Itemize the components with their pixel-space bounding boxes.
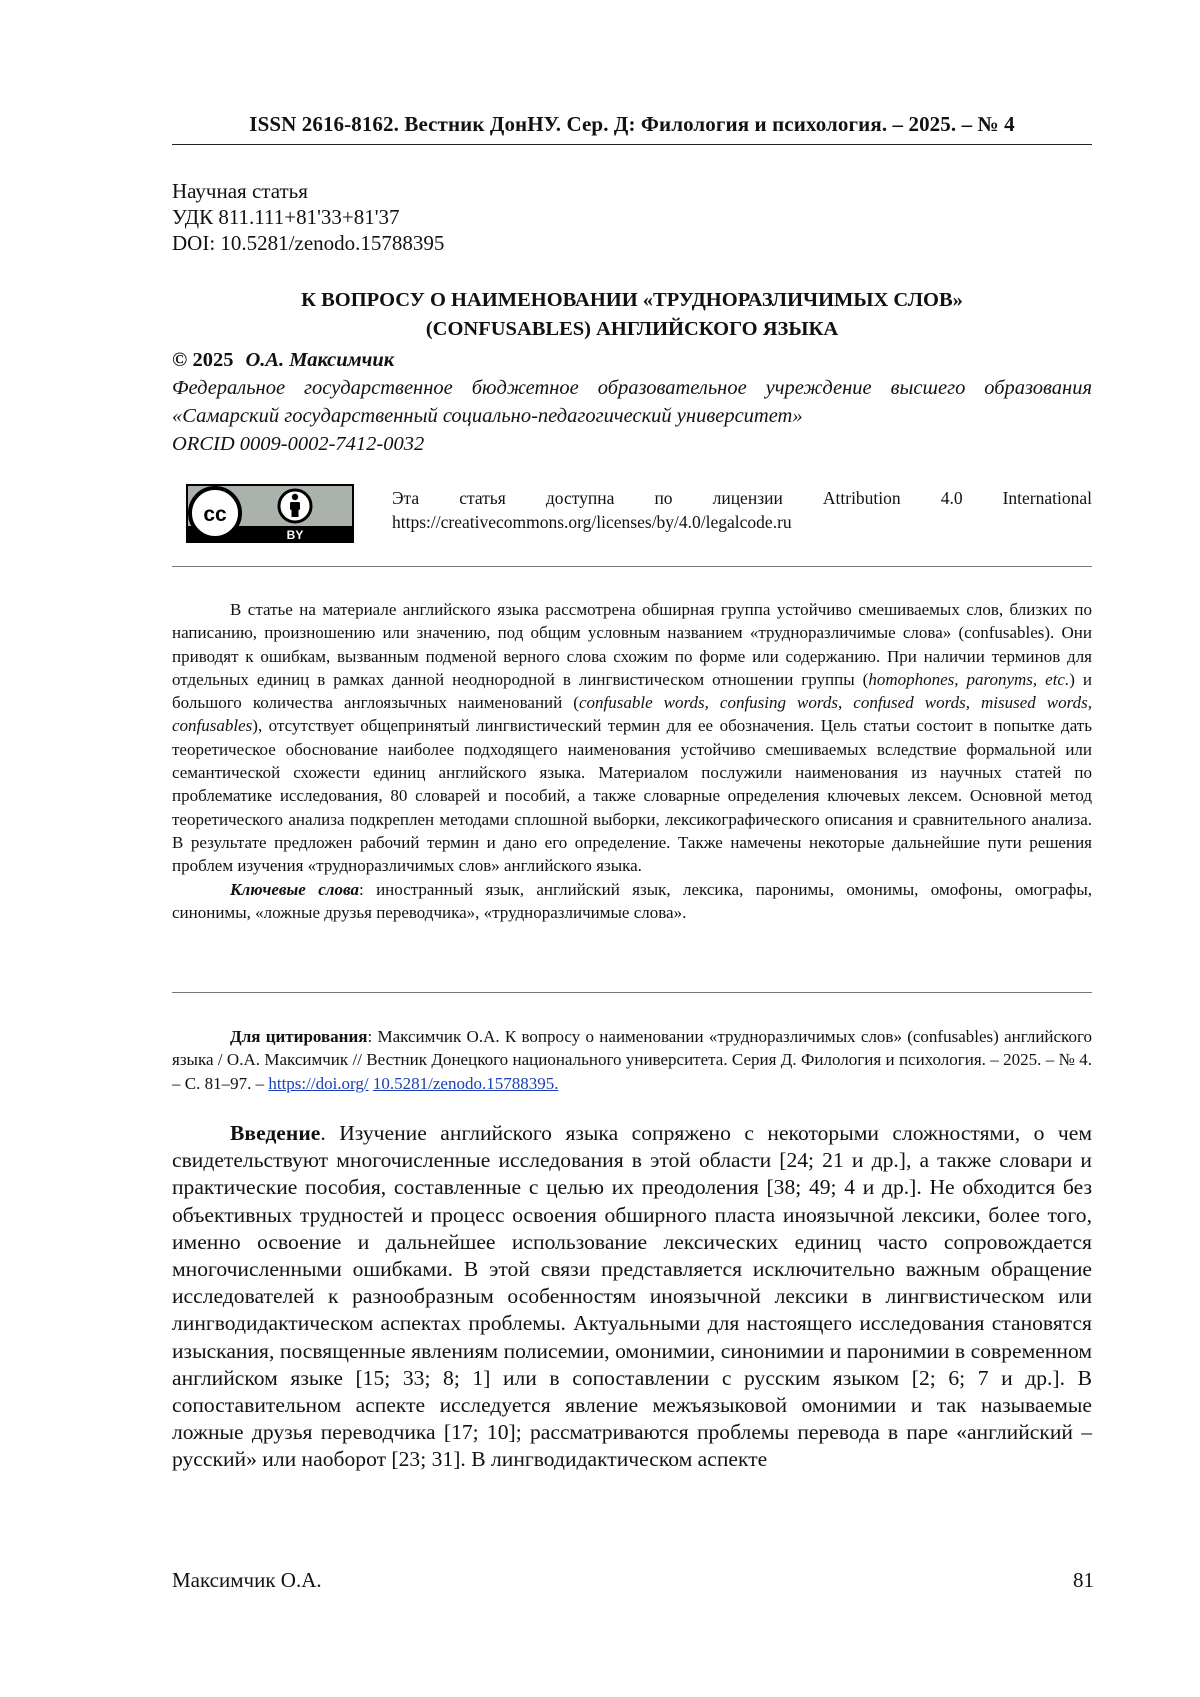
license-word: International (1002, 488, 1092, 508)
title-line-1: К ВОПРОСУ О НАИМЕНОВАНИИ «ТРУДНОРАЗЛИЧИМЫХ СЛОВ» (301, 289, 963, 311)
orcid[interactable]: ORCID 0009-0002-7412-0032 (172, 433, 425, 455)
udc-code: УДК 811.111+81'33+81'37 (172, 205, 400, 229)
license-word: доступна (545, 488, 615, 508)
cc-badge-label: cc (203, 503, 227, 526)
license-statement (392, 486, 1092, 510)
introduction-text: . Изучение английского языка сопряжено с некоторыми сложностями, о чем свидетельствуют многочисленные исследования в этой области [24; 21 и др.], а также словари и практические пособия, составленные с целью их преодоления [38; 49; 4 и др.]. Не обходится без объективных трудностей и процесс освоения обширного пласта иноязычной лексики, более того, именно освоение и дальнейшее использование лексических единиц часто сопровождается многочисленными ошибками. В этой связи представляется исключительно важным обращение исследователей к разнообразным особенностям иноязычной лексики в лингвистическом или лингводидактическом аспектах проблемы. Актуальными для настоящего исследования становятся изыскания, посвященные явлениям полисемии, омонимии, синонимии и паронимии в современном английском языке [15; 33; 8; 1] или в сопоставлении с русским языком [2; 6; 7 и др.]. В сопоставительном аспекте исследуется явление межъязыковой омонимии и так называемые ложные друзья переводчика [17; 10]; рассматриваются проблемы перевода в паре «английский – русский» или наоборот [23; 31]. В лингводидактическом аспекте (172, 1121, 1092, 1472)
doi-link-suffix[interactable]: 10.5281/zenodo.15788395. (372, 1073, 559, 1093)
citation-label: Для цитирования (230, 1027, 368, 1046)
by-label: BY (286, 528, 304, 542)
license-word: по (654, 488, 673, 508)
abstract (172, 598, 1092, 924)
article-body (172, 1120, 1092, 1474)
citation-block (172, 1025, 1092, 1095)
article-type: Научная статья (172, 179, 308, 203)
copyright-year: © 2025 (172, 349, 234, 371)
section-divider-2 (172, 992, 1092, 993)
keywords-label: Ключевые слова (230, 879, 359, 899)
introduction-label: Введение (230, 1121, 321, 1145)
license-word: лицензии (712, 488, 783, 508)
cc-by-license-badge[interactable] (186, 484, 354, 543)
abstract-text: В статье на материале английского языка рассмотрена обширная группа устойчиво смешиваемых слов, близких по написанию, произношению или значению, под общим условным названием «трудноразличимые слова» (confusables). Они приводят к ошибкам, вызванным подменой верного слова схожим по форме или содержанию. При наличии терминов для отдельных единиц в рамках данной неоднородной в лингвистическом отношении группы (homophones, paronyms, etc.) и большого количества англоязычных наименований (confusable words, confusing words, confused words, misused words, confusables), отсутствует общепринятый лингвистический термин для ее обозначения. Цель статьи состоит в попытке дать теоретическое обоснование наиболее подходящего наименования устойчиво смешиваемых вследствие формальной или семантической схожести единиц английского языка. Материалом послужили наименования из научных статей по проблематике исследования, 80 словарей и пособий, а также словарные определения ключевых лексем. Основной метод теоретического анализа подкреплен методами сплошной выборки, лексикографического описания и сравнительного анализа. В результате предложен рабочий термин и дано его определение. Также намечены некоторые дальнейшие пути решения проблем изучения «трудноразличимых слов» английского языка. (172, 600, 1093, 876)
author-affiliation (172, 374, 1092, 458)
keywords-list: : иностранный язык, английский язык, лексика, паронимы, омонимы, омофоны, омографы, синонимы, «ложные друзья переводчика», «трудноразличимые слова». (172, 879, 1093, 922)
title-line-2: (CONFUSABLES) АНГЛИЙСКОГО ЯЗЫКА (425, 318, 839, 340)
article-title (172, 286, 1092, 344)
section-divider-1 (172, 566, 1092, 567)
page-number: 81 (1073, 1568, 1094, 1592)
introduction-paragraph (172, 1120, 1092, 1474)
affiliation-text: Федеральное государственное бюджетное образовательное учреждение высшего образования «Самарский государственный социально-педагогический университет» (172, 377, 1092, 427)
header-divider (172, 144, 1092, 145)
license-text (392, 486, 1092, 534)
footer-author: Максимчик О.А. (172, 1568, 322, 1592)
license-block (172, 484, 1092, 546)
citation-text: : Максимчик О.А. К вопросу о наименовании «трудноразличимых слов» (confusables) английского языка / О.А. Максимчик // Вестник Донецкого национального университета. Серия Д. Филология и психология. – 2025. – № 4. – С. 81–97. – (172, 1027, 1093, 1093)
license-word: Эта (392, 488, 420, 508)
attribution-person-icon (279, 490, 311, 522)
license-word: 4.0 (940, 488, 963, 508)
journal-header: ISSN 2616-8162. Вестник ДонНУ. Сер. Д: Филология и психология. – 2025. – № 4 (249, 112, 1015, 136)
license-word: Attribution (822, 488, 901, 508)
author-name: О.А. Максимчик (245, 349, 395, 371)
license-url[interactable]: https://creativecommons.org/licenses/by/4.0/legalcode.ru (392, 512, 792, 532)
doi-link-prefix[interactable]: https://doi.org/ (268, 1073, 369, 1093)
license-word: статья (459, 488, 506, 508)
cc-icon (190, 488, 240, 538)
author-line (172, 347, 1092, 373)
doi[interactable]: DOI: 10.5281/zenodo.15788395 (172, 231, 445, 255)
keywords (172, 878, 1092, 925)
article-meta (172, 178, 1092, 256)
